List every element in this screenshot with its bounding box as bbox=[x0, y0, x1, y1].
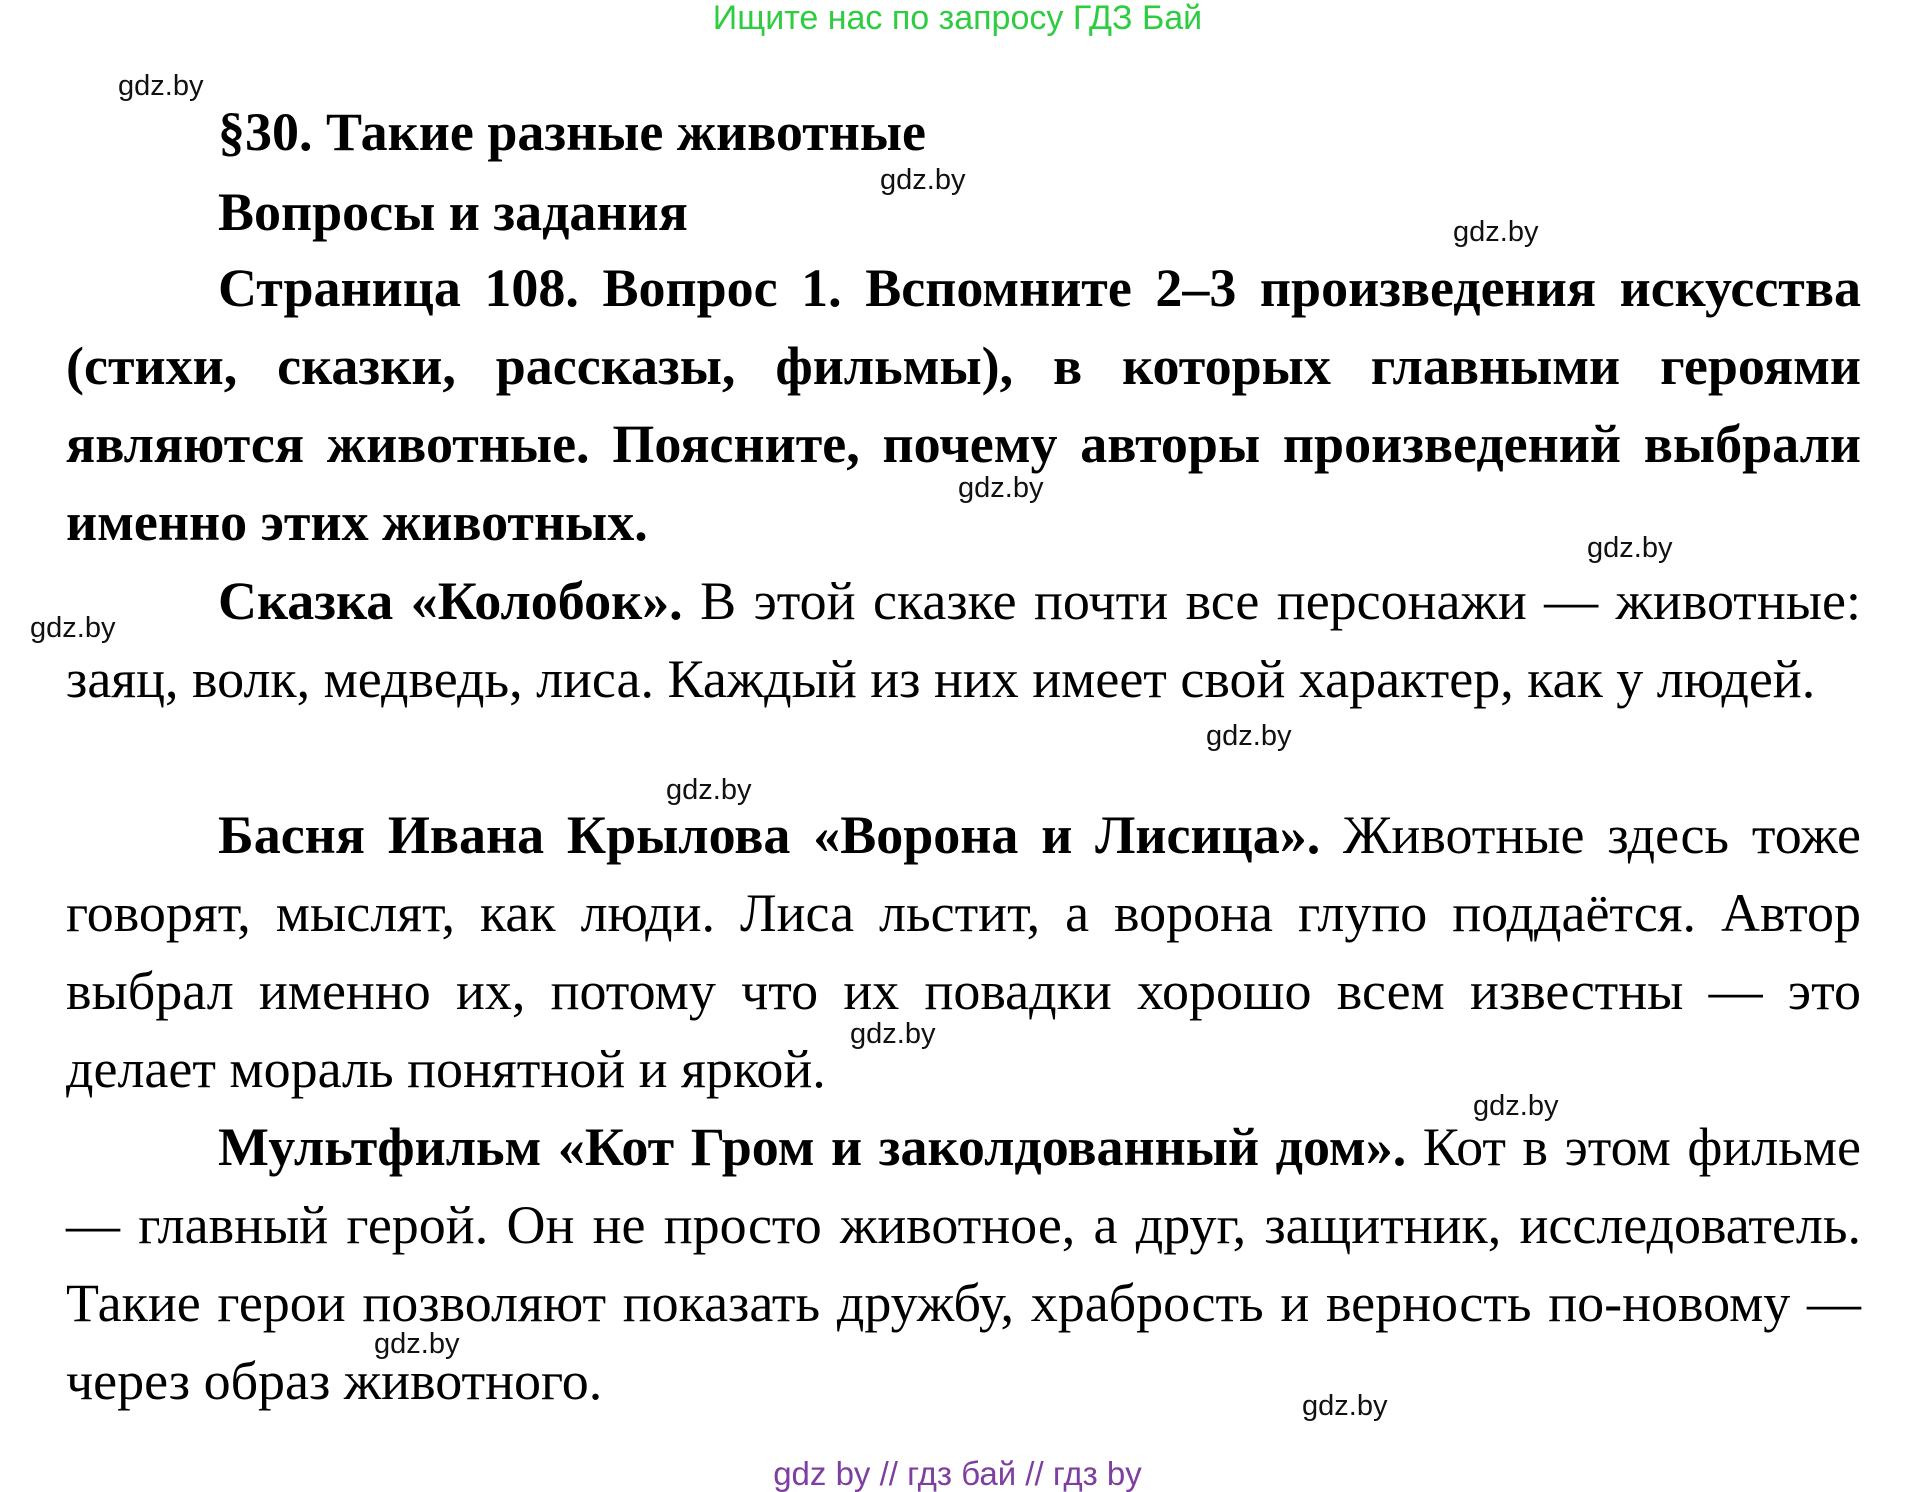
answer-text-1: В этой сказке почти все персонажи — животные: заяц, волк, медведь, лиса. Каждый из них имеет свой характер, как у людей. bbox=[66, 571, 1861, 709]
answer-lead-1: Сказка «Колобок». bbox=[218, 571, 683, 631]
answer-lead-3: Мультфильм «Кот Гром и заколдованный дом». bbox=[218, 1117, 1407, 1177]
answer-paragraph-2 bbox=[66, 796, 1861, 1108]
bottom-banner: gdz by // гдз бай // гдз by bbox=[773, 1455, 1142, 1492]
watermark: gdz.by bbox=[880, 164, 966, 196]
watermark: gdz.by bbox=[30, 612, 116, 644]
watermark: gdz.by bbox=[1587, 532, 1673, 564]
watermark: gdz.by bbox=[374, 1328, 460, 1360]
top-banner: Ищите нас по запросу ГДЗ Бай bbox=[712, 0, 1203, 37]
subsection-title: Вопросы и задания bbox=[218, 182, 688, 242]
watermark: gdz.by bbox=[1206, 720, 1292, 752]
watermark: gdz.by bbox=[118, 70, 204, 102]
watermark: gdz.by bbox=[666, 774, 752, 806]
watermark: gdz.by bbox=[958, 472, 1044, 504]
watermark: gdz.by bbox=[850, 1018, 936, 1050]
watermark: gdz.by bbox=[1473, 1090, 1559, 1122]
question-text: Страница 108. Вопрос 1. Вспомните 2–3 произведения искусства (стихи, сказки, рассказы, фильмы), в которых главными героями являются животные. Поясните, почему авторы произведений выбрали именно этих животных. bbox=[66, 258, 1861, 552]
answer-text-3: Кот в этом фильме — главный герой. Он не просто животное, а друг, защитник, исследователь. Такие герои позволяют показать дружбу, храбрость и верность по-новому — через образ животного. bbox=[66, 1117, 1861, 1411]
section-title: §30. Такие разные животные bbox=[218, 102, 926, 162]
answer-lead-2: Басня Ивана Крылова «Ворона и Лисица». bbox=[218, 805, 1321, 865]
answer-paragraph-1 bbox=[66, 562, 1861, 718]
watermark: gdz.by bbox=[1302, 1390, 1388, 1422]
answer-paragraph-3 bbox=[66, 1108, 1861, 1420]
watermark: gdz.by bbox=[1453, 216, 1539, 248]
answer-text-2: Животные здесь тоже говорят, мыслят, как люди. Лиса льстит, а ворона глупо поддаётся. Автор выбрал именно их, потому что их повадки хорошо всем известны — это делает мораль понятной и яркой. bbox=[66, 805, 1861, 1099]
